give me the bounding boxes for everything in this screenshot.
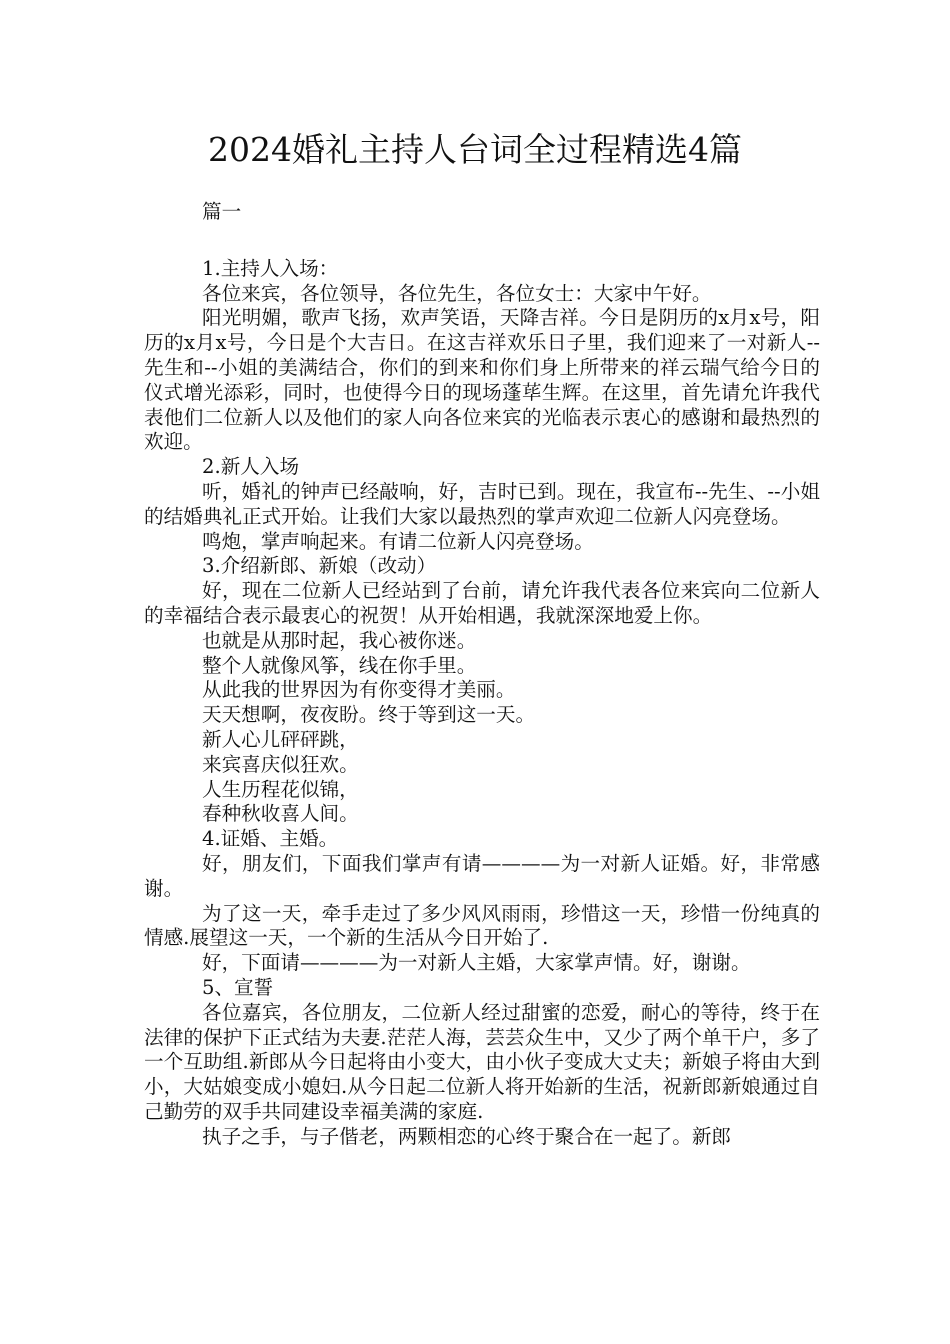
- paragraph: 人生历程花似锦，: [202, 777, 359, 801]
- paragraph: 各位嘉宾，各位朋友，二位新人经过甜蜜的恋爱，耐心的等待，终于在法律的保护下正式结为夫妻.茫茫人海，芸芸众生中，又少了两个单干户，多了一个互助组.新郎从今日起将由小变大，由小伙子变成大丈夫；新娘子将由大到小，大姑娘变成小媳妇.从今日起二位新人将开始新的生活，祝新郎新娘通过自己勤劳的双手共同建设幸福美满的家庭.: [144, 1000, 820, 1123]
- section-heading: 篇一: [202, 200, 242, 223]
- paragraph: 4.证婚、主婚。: [202, 827, 339, 851]
- paragraph: 好，下面请————为一对新人主婚，大家掌声情。好，谢谢。: [202, 951, 751, 975]
- paragraph: 为了这一天，牵手走过了多少风风雨雨，珍惜这一天，珍惜一份纯真的情感.展望这一天，一个新的生活从今日开始了.: [144, 901, 820, 950]
- paragraph: 天天想啊，夜夜盼。终于等到这一天。: [202, 703, 536, 727]
- paragraph: 好，朋友们，下面我们掌声有请————为一对新人证婚。好，非常感谢。: [144, 851, 820, 900]
- document-title: 2024婚礼主持人台词全过程精选4篇: [208, 130, 742, 169]
- paragraph: 2.新人入场: [202, 455, 300, 479]
- paragraph: 1.主持人入场：: [202, 256, 339, 280]
- paragraph: 来宾喜庆似狂欢。: [202, 752, 359, 776]
- paragraph: 也就是从那时起，我心被你迷。: [202, 628, 477, 652]
- paragraph: 5、宣誓: [202, 975, 274, 999]
- paragraph: 鸣炮，掌声响起来。有请二位新人闪亮登场。: [202, 529, 594, 553]
- paragraph: 各位来宾，各位领导，各位先生，各位女士：大家中午好。: [202, 281, 712, 305]
- paragraph: 听，婚礼的钟声已经敲响，好，吉时已到。现在，我宣布--先生、--小姐的结婚典礼正式开始。让我们大家以最热烈的掌声欢迎二位新人闪亮登场。: [144, 479, 820, 528]
- document-body: [144, 200, 820, 1149]
- paragraph: 从此我的世界因为有你变得才美丽。: [202, 678, 516, 702]
- paragraph: 好，现在二位新人已经站到了台前，请允许我代表各位来宾向二位新人的幸福结合表示最衷心的祝贺！从开始相遇，我就深深地爱上你。: [144, 579, 820, 627]
- paragraph: 3.介绍新郎、新娘（改动）: [202, 554, 437, 578]
- paragraph: 整个人就像风筝，线在你手里。: [202, 653, 477, 677]
- paragraph: 阳光明媚，歌声飞扬，欢声笑语，天降吉祥。今日是阴历的x月x号，阳历的x月x号，今日是个大吉日。在这吉祥欢乐日子里，我们迎来了一对新人--先生和--小姐的美满结合，你们的到来和你们身上所带来的祥云瑞气给今日的仪式增光添彩，同时，也使得今日的现场蓬荜生辉。在这里，首先请允许我代表他们二位新人以及他们的家人向各位来宾的光临表示衷心的感谢和最热烈的欢迎。: [144, 306, 820, 454]
- paragraph: 春种秋收喜人间。: [202, 802, 359, 826]
- paragraph: 执子之手，与子偕老，两颗相恋的心终于聚合在一起了。新郎: [202, 1124, 732, 1148]
- paragraph: 新人心儿砰砰跳，: [202, 727, 359, 751]
